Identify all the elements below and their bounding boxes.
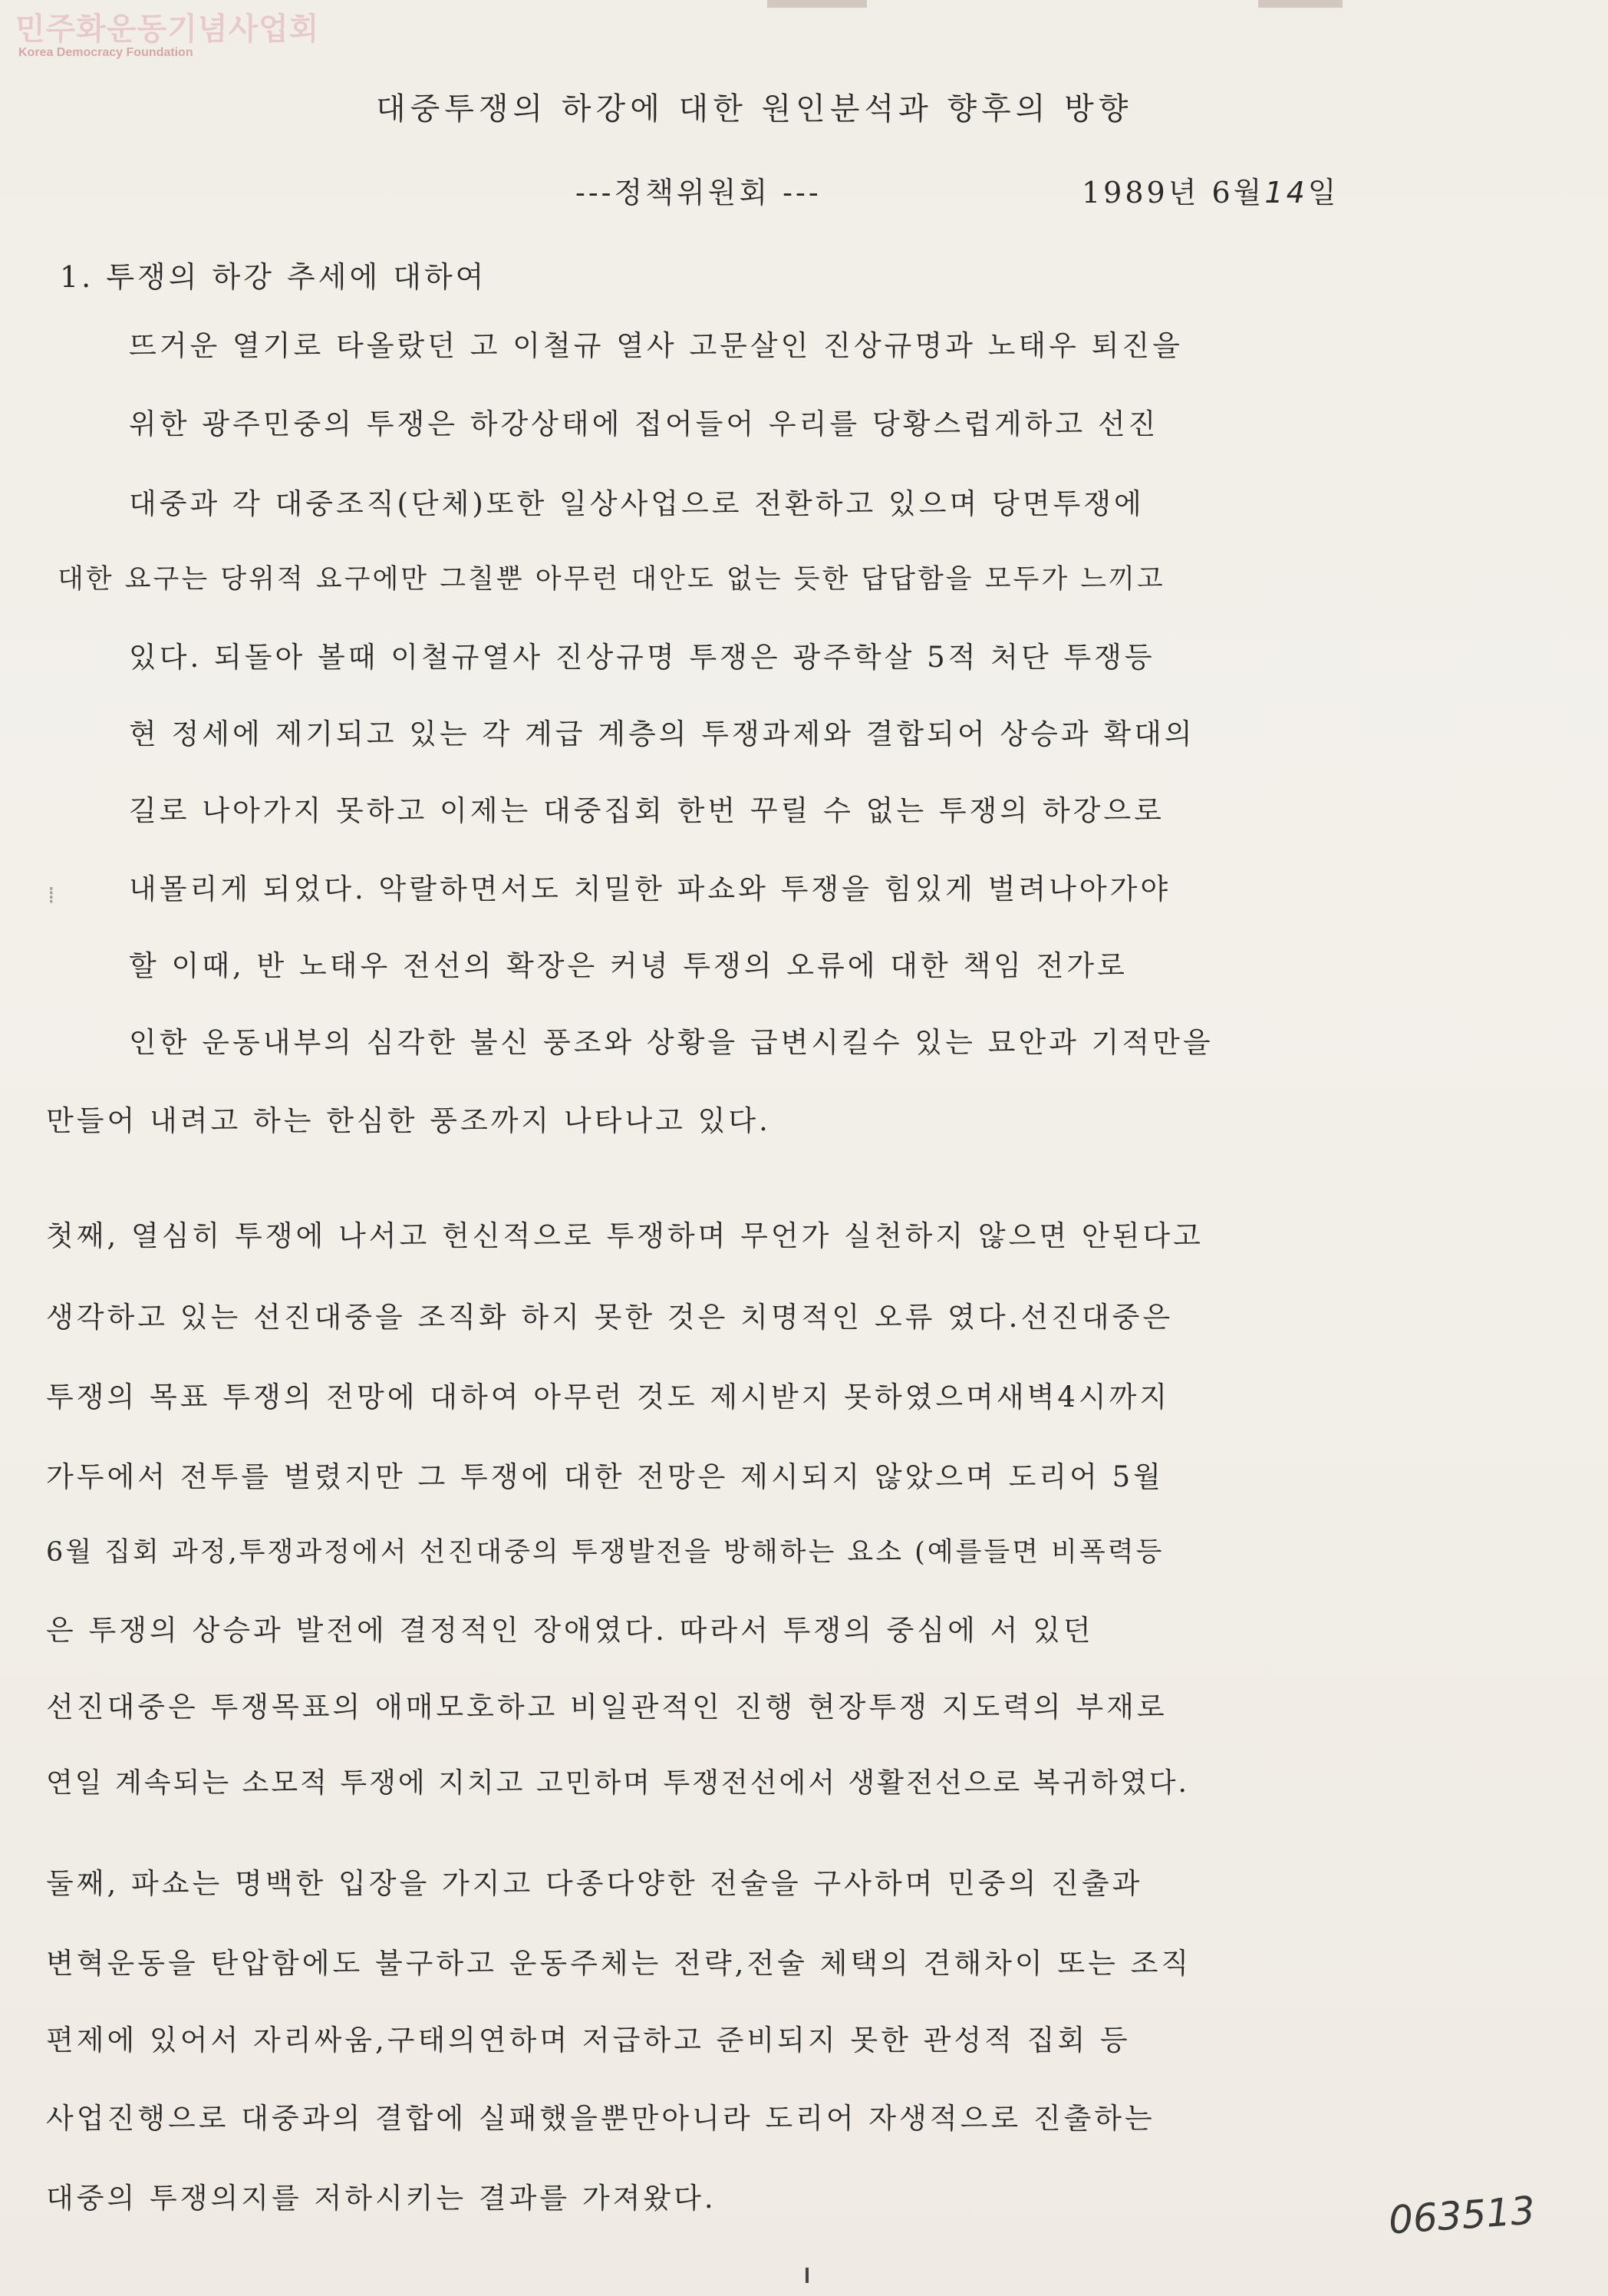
paragraph-line: 생각하고 있는 선진대중을 조직화 하지 못한 것은 치명적인 오류 였다.선진대중은 [46, 1301, 1174, 1334]
paragraph-line: 내몰리게 되었다. 악랄하면서도 치밀한 파쇼와 투쟁을 힘있게 벌려나아가야 [129, 873, 1171, 906]
paragraph-line: 인한 운동내부의 심각한 불신 풍조와 상황을 급변시킬수 있는 묘안과 기적만을 [129, 1026, 1214, 1059]
staple-mark [1258, 0, 1343, 8]
paragraph-line: 위한 광주민중의 투쟁은 하강상태에 접어들어 우리를 당황스럽게하고 선진 [129, 407, 1159, 440]
paragraph-line: 6월 집회 과정,투쟁과정에서 선진대중의 투쟁발전을 방해하는 요소 (예를들면 비폭력등 [46, 1537, 1165, 1568]
paragraph-line: 뜨거운 열기로 타올랐던 고 이철규 열사 고문살인 진상규명과 노태우 퇴진을 [129, 329, 1183, 362]
paragraph-line: 길로 나아가지 못하고 이제는 대중집회 한번 꾸릴 수 없는 투쟁의 하강으로 [129, 794, 1165, 827]
section-heading: 1. 투쟁의 하강 추세에 대하여 [60, 260, 487, 294]
paragraph-line: 선진대중은 투쟁목표의 애매모호하고 비일관적인 진행 현장투쟁 지도력의 부재로 [46, 1691, 1168, 1724]
committee-name: ---정책위원회 --- [575, 176, 822, 209]
paragraph-line: 대중의 투쟁의지를 저하시키는 결과를 가져왔다. [46, 2182, 717, 2215]
document-date [1082, 169, 1339, 211]
margin-smudge-icon: ⁞ [48, 882, 55, 909]
paragraph-line: 편제에 있어서 자리싸움,구태의연하며 저급하고 준비되지 못한 관성적 집회 등 [46, 2024, 1131, 2057]
paragraph-line: 은 투쟁의 상승과 발전에 결정적인 장애였다. 따라서 투쟁의 중심에 서 있던 [46, 1614, 1094, 1647]
paragraph-line: 만들어 내려고 하는 한심한 풍조까지 나타나고 있다. [46, 1104, 771, 1137]
date-handwritten-day: 14 [1264, 176, 1308, 209]
paragraph-line: 투쟁의 목표 투쟁의 전망에 대하여 아무런 것도 제시받지 못하였으며새벽4시까지 [46, 1381, 1171, 1414]
paragraph-line: 연일 계속되는 소모적 투쟁에 지치고 고민하며 투쟁전선에서 생활전선으로 복귀하였다. [46, 1767, 1189, 1799]
paragraph-line: 둘째, 파쇼는 명백한 입장을 가지고 다종다양한 전술을 구사하며 민중의 진출과 [46, 1867, 1143, 1900]
document-title: 대중투쟁의 하강에 대한 원인분석과 향후의 방향 [376, 91, 1133, 127]
watermark-logo [15, 5, 320, 66]
watermark-name: 민주화운동기념사업회 [15, 12, 320, 47]
date-suffix: 일 [1307, 176, 1339, 209]
paragraph-line: 할 이때, 반 노태우 전선의 확장은 커녕 투쟁의 오류에 대한 책임 전가로 [129, 949, 1128, 982]
paragraph-line: 있다. 되돌아 볼때 이철규열사 진상규명 투쟁은 광주학살 5적 처단 투쟁등 [129, 641, 1155, 674]
paragraph-line: 사업진행으로 대중과의 결합에 실패했을뿐만아니라 도리어 자생적으로 진출하는 [46, 2102, 1155, 2135]
page-mark [806, 2268, 809, 2283]
staple-mark [767, 0, 867, 8]
paragraph-line: 현 정세에 제기되고 있는 각 계급 계층의 투쟁과제와 결합되어 상승과 확대의 [129, 718, 1195, 750]
paragraph-line: 첫째, 열심히 투쟁에 나서고 헌신적으로 투쟁하며 무언가 실천하지 않으면 안된다고 [46, 1219, 1204, 1252]
watermark-subtitle: Korea Democracy Foundation [18, 46, 193, 59]
paragraph-line: 변혁운동을 탄압함에도 불구하고 운동주체는 전략,전술 체택의 견해차이 또는 조직 [46, 1947, 1192, 1980]
date-printed: 1989년 6월 [1082, 176, 1265, 209]
handwritten-archive-number: 063513 [1387, 2188, 1537, 2243]
paragraph-line: 대한 요구는 당위적 요구에만 그칠뿐 아무런 대안도 없는 듯한 답답함을 모두가 느끼고 [58, 564, 1165, 595]
paragraph-line: 가두에서 전투를 벌렸지만 그 투쟁에 대한 전망은 제시되지 않았으며 도리어 5월 [46, 1460, 1164, 1493]
paragraph-line: 대중과 각 대중조직(단체)또한 일상사업으로 전환하고 있으며 당면투쟁에 [129, 487, 1145, 520]
